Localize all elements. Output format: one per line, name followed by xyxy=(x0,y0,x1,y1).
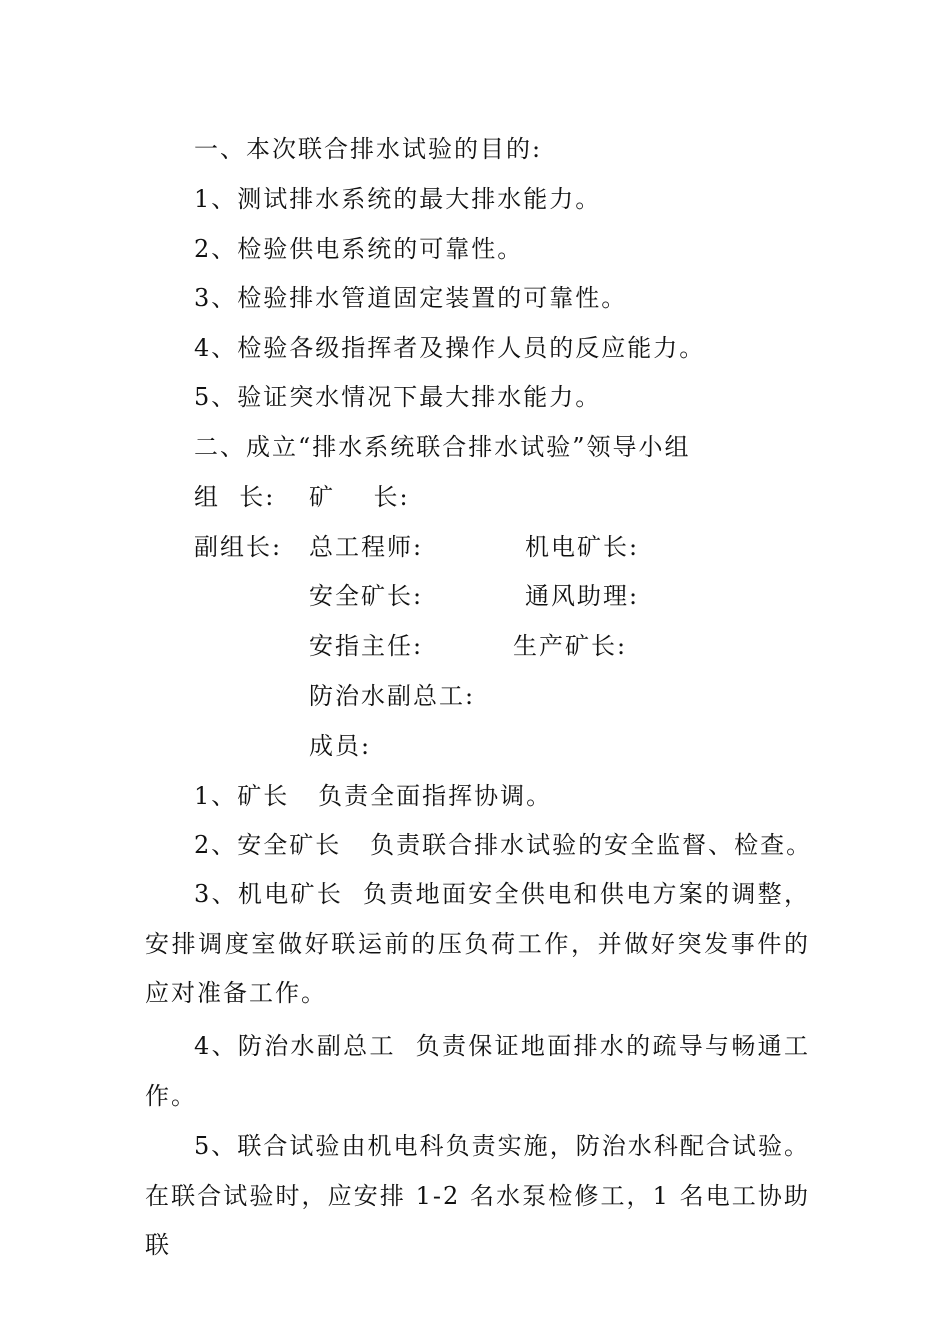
purpose-item: 5、验证突水情况下最大排水能力。 xyxy=(194,383,602,411)
duty-paragraph xyxy=(145,1122,810,1271)
leader-value: 矿 长: xyxy=(309,483,410,511)
deputy-safety-command: 安指主任: xyxy=(309,632,424,660)
section-heading-purpose: 一、本次联合排水试验的目的: xyxy=(194,135,543,163)
section-heading-leadership: 二、成立“排水系统联合排水试验”领导小组 xyxy=(194,433,691,461)
purpose-item: 1、测试排水系统的最大排水能力。 xyxy=(194,185,602,213)
duty-paragraph xyxy=(145,1022,810,1121)
deputy-ventilation-assistant: 通风助理: xyxy=(525,582,640,610)
duty-item: 1、矿长 负责全面指挥协调。 xyxy=(194,782,553,810)
deputy-mech-elec-director: 机电矿长: xyxy=(525,533,640,561)
deputy-water-control: 防治水副总工: xyxy=(309,682,476,710)
deputy-production-director: 生产矿长: xyxy=(513,632,628,660)
duty-item: 3、机电矿长 负责地面安全供电和供电方案的调整，安排调度室做好联运前的压负荷工作，并做好突发事件的应对准备工作。 xyxy=(145,880,810,1007)
duty-item: 4、防治水副总工 负责保证地面排水的疏导与畅通工作。 xyxy=(145,1032,810,1110)
purpose-item: 2、检验供电系统的可靠性。 xyxy=(194,235,524,263)
deputy-safety-director: 安全矿长: xyxy=(309,582,424,610)
deputy-chief-engineer: 总工程师: xyxy=(309,533,424,561)
duty-item: 2、安全矿长 负责联合排水试验的安全监督、检查。 xyxy=(194,831,813,859)
purpose-item: 4、检验各级指挥者及操作人员的反应能力。 xyxy=(194,334,706,362)
purpose-item: 3、检验排水管道固定装置的可靠性。 xyxy=(194,284,628,312)
deputy-label: 副组长: xyxy=(194,533,283,561)
duty-item: 5、联合试验由机电科负责实施，防治水科配合试验。在联合试验时，应安排 1-2 名水泵检修工，1 名电工协助联 xyxy=(145,1132,810,1259)
members-label: 成员: xyxy=(309,732,372,760)
duty-paragraph xyxy=(145,870,810,1019)
leader-label: 组 长: xyxy=(194,483,276,511)
